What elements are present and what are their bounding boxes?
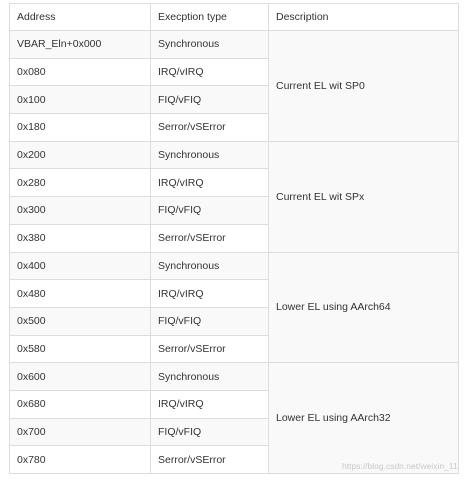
- address-cell: 0x200: [10, 141, 151, 169]
- exception-type-cell: FIQ/vFIQ: [151, 197, 269, 225]
- address-cell: 0x300: [10, 197, 151, 225]
- address-cell: 0x480: [10, 280, 151, 308]
- table-body: [10, 31, 459, 474]
- exception-type-cell: Serror/vSError: [151, 114, 269, 142]
- address-cell: 0x680: [10, 390, 151, 418]
- description-cell: Lower EL using AArch32: [269, 363, 459, 474]
- address-cell: 0x380: [10, 224, 151, 252]
- exception-type-cell: Serror/vSError: [151, 335, 269, 363]
- address-cell: 0x700: [10, 418, 151, 446]
- exception-type-cell: Synchronous: [151, 141, 269, 169]
- exception-type-cell: IRQ/vIRQ: [151, 169, 269, 197]
- exception-type-cell: Synchronous: [151, 31, 269, 59]
- address-cell: 0x280: [10, 169, 151, 197]
- watermark: https://blog.csdn.net/weixin_11: [342, 461, 458, 471]
- exception-type-cell: IRQ/vIRQ: [151, 58, 269, 86]
- address-cell: 0x600: [10, 363, 151, 391]
- exception-vector-table: [9, 3, 459, 474]
- header-row: [10, 4, 459, 31]
- exception-type-cell: IRQ/vIRQ: [151, 390, 269, 418]
- exception-type-cell: IRQ/vIRQ: [151, 280, 269, 308]
- exception-type-cell: FIQ/vFIQ: [151, 86, 269, 114]
- table-row: [10, 363, 459, 391]
- address-cell: 0x400: [10, 252, 151, 280]
- address-cell: 0x780: [10, 446, 151, 474]
- exception-type-cell: FIQ/vFIQ: [151, 418, 269, 446]
- address-cell: 0x580: [10, 335, 151, 363]
- header-exception-type: Execption type: [151, 4, 269, 31]
- description-cell: Lower EL using AArch64: [269, 252, 459, 363]
- exception-type-cell: Synchronous: [151, 363, 269, 391]
- exception-type-cell: FIQ/vFIQ: [151, 307, 269, 335]
- table-row: [10, 141, 459, 169]
- exception-type-cell: Serror/vSError: [151, 446, 269, 474]
- table-header: [10, 4, 459, 31]
- address-cell: 0x100: [10, 86, 151, 114]
- address-cell: VBAR_Eln+0x000: [10, 31, 151, 59]
- address-cell: 0x080: [10, 58, 151, 86]
- header-address: Address: [10, 4, 151, 31]
- description-cell: Current EL wit SP0: [269, 31, 459, 142]
- description-cell: Current EL wit SPx: [269, 141, 459, 252]
- header-description: Description: [269, 4, 459, 31]
- exception-type-cell: Synchronous: [151, 252, 269, 280]
- address-cell: 0x180: [10, 114, 151, 142]
- address-cell: 0x500: [10, 307, 151, 335]
- table-row: [10, 252, 459, 280]
- exception-type-cell: Serror/vSError: [151, 224, 269, 252]
- table-row: [10, 31, 459, 59]
